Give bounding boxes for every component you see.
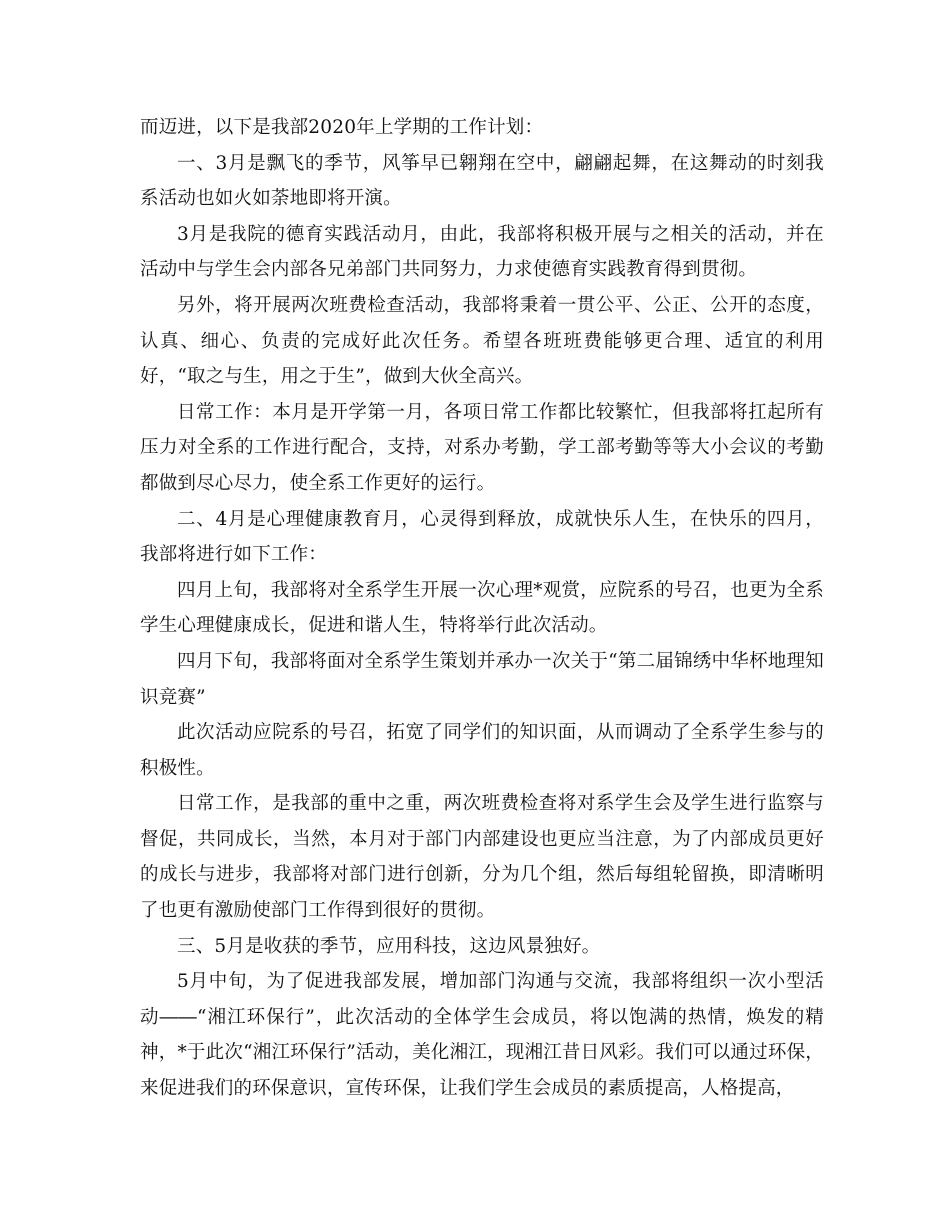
paragraph-class-fee-check: 另外，将开展两次班费检查活动，我部将秉着一贯公平、公正、公开的态度，认真、细心、负责的完成好此次任务。希望各班班费能够更合理、适宜的利用好，“取之与生，用之于生”，做到大伙全高兴。	[140, 294, 824, 388]
paragraph-april-early: 四月上旬，我部将对全系学生开展一次心理*观赏，应院系的号召，也更为全系学生心理健康成长，促进和谐人生，特将举行此次活动。	[140, 579, 824, 637]
paragraph-daily-work-april: 日常工作，是我部的重中之重，两次班费检查将对系学生会及学生进行监察与督促，共同成长，当然，本月对于部门内部建设也更应当注意，为了内部成员更好的成长与进步，我部将对部门进行创新，分为几个组，然后每组轮留换，即清晰明了也更有激励使部门工作得到很好的贯彻。	[140, 793, 824, 922]
document-body	[140, 110, 824, 1107]
paragraph-moral-practice: 3月是我院的德育实践活动月，由此，我部将积极开展与之相关的活动，并在活动中与学生会内部各兄弟部门共同努力，力求使德育实践教育得到贯彻。	[140, 223, 824, 281]
paragraph-april-late: 四月下旬，我部将面对全系学生策划并承办一次关于“第二届锦绣中华杯地理知识竞赛”	[140, 650, 824, 708]
paragraph-intro: 而迈进，以下是我部2020年上学期的工作计划：	[140, 117, 544, 138]
paragraph-section-one-heading: 一、3月是飘飞的季节，风筝早已翱翔在空中，翩翩起舞，在这舞动的时刻我系活动也如火如荼地即将开演。	[140, 152, 824, 210]
paragraph-daily-work-march: 日常工作：本月是开学第一月，各项日常工作都比较繁忙，但我部将扛起所有压力对全系的工作进行配合，支持，对系办考勤，学工部考勤等等大小会议的考勤都做到尽心尽力，使全系工作更好的运行。	[140, 401, 824, 494]
paragraph-activity-effect: 此次活动应院系的号召，拓宽了同学们的知识面，从而调动了全系学生参与的积极性。	[140, 722, 824, 779]
paragraph-section-three-heading: 三、5月是收获的季节，应用科技，这边风景独好。	[177, 935, 601, 957]
paragraph-may-mid: 5月中旬，为了促进我部发展，增加部门沟通与交流，我部将组织一次小型活动――“湘江环保行”，此次活动的全体学生会成员，将以饱满的热情，焕发的精神，*于此次“湘江环保行”活动，美化湘江，现湘江昔日风彩。我们可以通过环保，来促进我们的环保意识，宣传环保，让我们学生会成员的素质提高，人格提高，	[140, 971, 824, 1100]
paragraph-section-two-heading: 二、4月是心理健康教育月，心灵得到释放，成就快乐人生，在快乐的四月，我部将进行如下工作：	[140, 508, 824, 566]
